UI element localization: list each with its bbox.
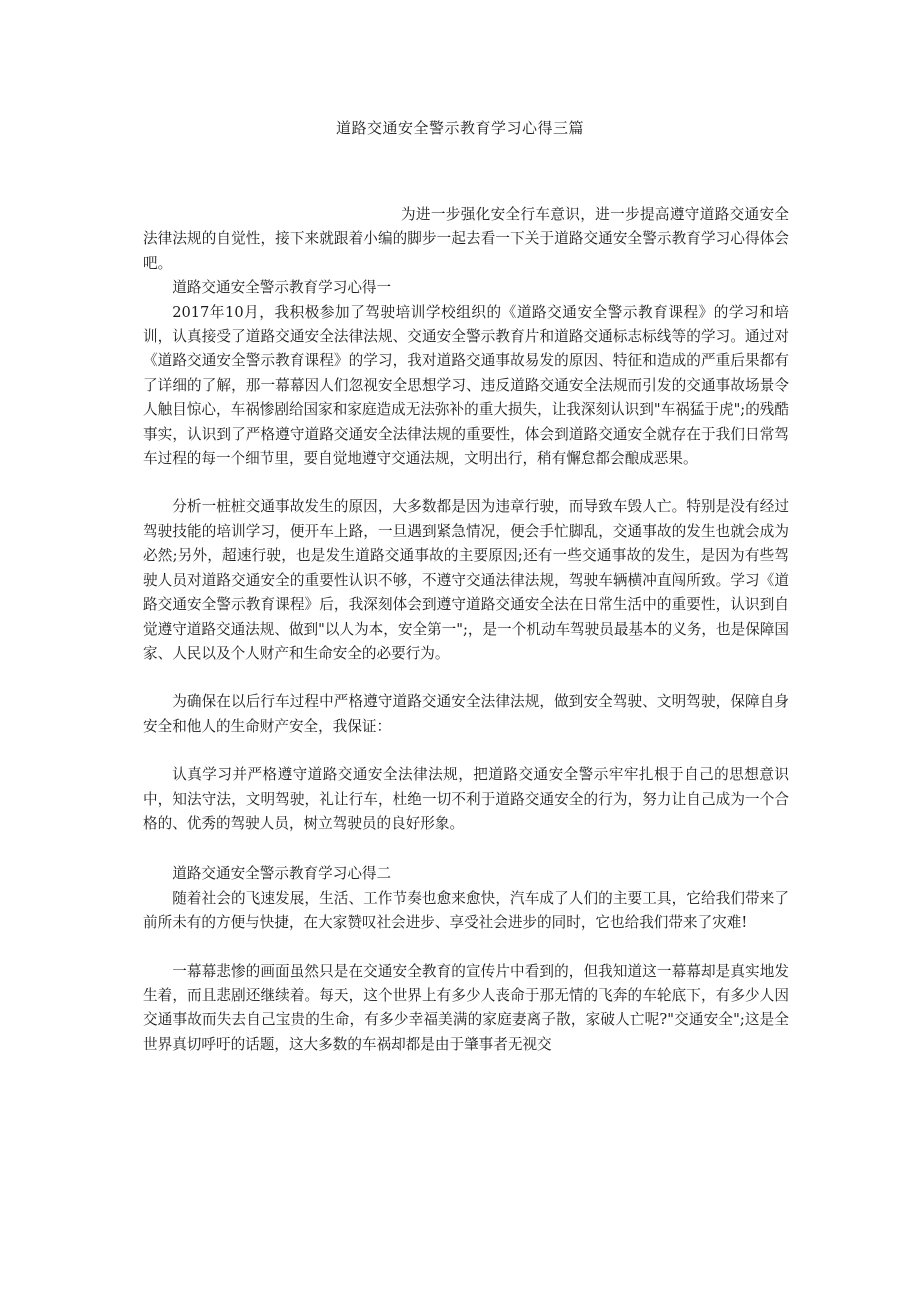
paragraph: 认真学习并严格遵守道路交通安全法律法规，把道路交通安全警示牢牢扎根于自己的思想意识中，知法守法，文明驾驶，礼让行车，杜绝一切不利于道路交通安全的行为，努力让自己成为一个合格的、优秀的驾驶人员，树立驾驶员的良好形象。	[143, 766, 789, 832]
document-body	[143, 203, 789, 1057]
section-heading-two: 道路交通安全警示教育学习心得二	[172, 865, 392, 883]
paragraph: 2017年10月，我积极参加了驾驶培训学校组织的《道路交通安全警示教育课程》的学习和培训，认真接受了道路交通安全法律法规、交通安全警示教育片和道路交通标志标线等的学习。通过对《道路交通安全警示教育课程》的学习，我对道路交通事故易发的原因、特征和造成的严重后果都有了详细的了解，那一幕幕因人们忽视安全思想学习、违反道路交通安全法规而引发的交通事故场景令人触目惊心，车祸惨剧给国家和家庭造成无法弥补的重大损失，让我深刻认识到"车祸猛于虎";的残酷事实，认识到了严格遵守道路交通安全法律法规的重要性，体会到道路交通安全就存在于我们日常驾车过程的每一个细节里，要自觉地遵守交通法规，文明出行，稍有懈怠都会酿成恶果。	[143, 303, 789, 468]
document-title: 道路交通安全警示教育学习心得三篇	[335, 119, 584, 137]
paragraph: 为确保在以后行车过程中严格遵守道路交通安全法律法规，做到安全驾驶、文明驾驶，保障自身安全和他人的生命财产安全，我保证：	[143, 693, 789, 735]
section-heading-one: 道路交通安全警示教育学习心得一	[172, 279, 392, 297]
paragraph: 一幕幕悲惨的画面虽然只是在交通安全教育的宣传片中看到的，但我知道这一幕幕却是真实地发生着，而且悲剧还继续着。每天，这个世界上有多少人丧命于那无情的飞奔的车轮底下，有多少人因交通事故而失去自己宝贵的生命，有多少幸福美满的家庭妻离子散，家破人亡呢?"交通安全";这是全世界真切呼吁的话题，这大多数的车祸却都是由于肇事者无视交	[143, 962, 789, 1053]
paragraph: 随着社会的飞速发展，生活、工作节奏也愈来愈快，汽车成了人们的主要工具，它给我们带来了前所未有的方便与快捷，在大家赞叹社会进步、享受社会进步的同时，它也给我们带来了灾难!	[143, 889, 789, 932]
intro-paragraph: 为进一步强化安全行车意识，进一步提高遵守道路交通安全法律法规的自觉性，接下来就跟着小编的脚步一起去看一下关于道路交通安全警示教育学习心得体会吧。	[143, 206, 789, 272]
paragraph: 分析一桩桩交通事故发生的原因，大多数都是因为违章行驶，而导致车毁人亡。特别是没有经过驾驶技能的培训学习，便开车上路，一旦遇到紧急情况，便会手忙脚乱，交通事故的发生也就会成为必然;另外，超速行驶，也是发生道路交通事故的主要原因;还有一些交通事故的发生，是因为有些驾驶人员对道路交通安全的重要性认识不够，不遵守交通法律法规，驾驶车辆横冲直闯所致。学习《道路交通安全警示教育课程》后，我深刻体会到遵守道路交通安全法在日常生活中的重要性，认识到自觉遵守道路交通法规、做到"以人为本，安全第一";，是一个机动车驾驶员最基本的义务，也是保障国家、人民以及个人财产和生命安全的必要行为。	[143, 498, 789, 662]
